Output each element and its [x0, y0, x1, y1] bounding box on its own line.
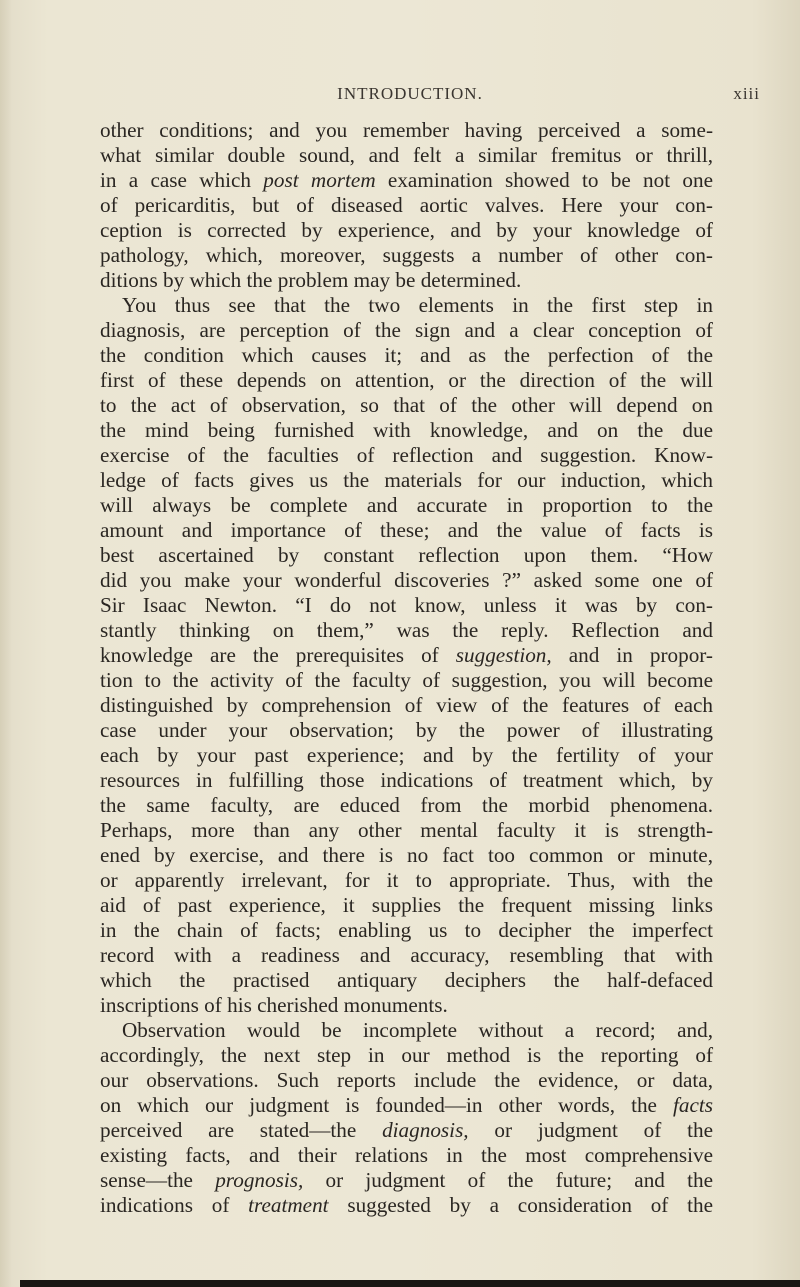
text-line: existing facts, and their relations in the most comprehensive: [100, 1143, 713, 1167]
text-line: Observation would be incomplete without a record; and,: [122, 1018, 713, 1042]
text-line: to the act of observation, so that of the other will depend on: [100, 393, 713, 417]
page-number: xiii: [733, 84, 760, 103]
running-title: INTRODUCTION.: [337, 84, 483, 103]
italic-text: facts: [672, 1093, 713, 1117]
text-line: ledge of facts gives us the materials for our induction, which: [100, 468, 713, 492]
text-run: sense—the: [100, 1168, 216, 1192]
text-line: aid of past experience, it supplies the frequent missing links: [100, 893, 713, 917]
text-line: stantly thinking on them,” was the reply. Reflection and: [100, 618, 713, 642]
text-line: will always be complete and accurate in proportion to the: [100, 493, 713, 517]
italic-text: treatment: [248, 1193, 329, 1217]
text-line: first of these depends on attention, or the direction of the will: [100, 368, 713, 392]
text-line: our observations. Such reports include the evidence, or data,: [100, 1068, 713, 1092]
text-line: the same faculty, are educed from the morbid phenomena.: [100, 793, 713, 817]
text-line: in the chain of facts; enabling us to decipher the imperfect: [100, 918, 713, 942]
text-line: accordingly, the next step in our method is the reporting of: [100, 1043, 713, 1067]
text-line: record with a readiness and accuracy, resembling that with: [100, 943, 713, 967]
text-run: examination showed to be not one: [375, 168, 713, 192]
running-head: [60, 84, 760, 108]
italic-text: suggestion,: [455, 643, 552, 667]
text-run: in a case which: [100, 168, 264, 192]
text-line: perceived are stated—the diagnosis, or judgment of the: [100, 1118, 713, 1142]
text-line: inscriptions of his cherished monuments.: [100, 993, 448, 1017]
text-line: distinguished by comprehension of view of the features of each: [100, 693, 713, 717]
text-run: on which our judgment is founded—in other words, the: [100, 1093, 673, 1117]
text-line: each by your past experience; and by the fertility of your: [100, 743, 713, 767]
text-line: resources in fulfilling those indications of treatment which, by: [100, 768, 713, 792]
text-line: diagnosis, are perception of the sign and a clear conception of: [100, 318, 713, 342]
text-run: knowledge are the prerequisites of: [100, 643, 456, 667]
text-run: suggested by a consideration of the: [328, 1193, 713, 1217]
text-line: [100, 1168, 713, 1193]
text-run: indications of: [100, 1193, 249, 1217]
text-line: the condition which causes it; and as the perfection of the: [100, 343, 713, 367]
text-line: case under your observation; by the power of illustrating: [100, 718, 713, 742]
text-line: ditions by which the problem may be determined.: [100, 268, 522, 292]
text-line: best ascertained by constant reflection upon them. “How: [100, 543, 713, 567]
text-line: amount and importance of these; and the value of facts is: [100, 518, 713, 542]
text-run: and in propor-: [551, 643, 713, 667]
text-line: ened by exercise, and there is no fact too common or minute,: [100, 843, 713, 867]
text-line: the mind being furnished with knowledge, and on the due: [100, 418, 713, 442]
italic-text: post mortem: [263, 168, 376, 192]
text-line: other conditions; and you remember having perceived a some-: [100, 118, 713, 142]
body-text: [100, 118, 713, 1218]
text-line: [100, 1193, 713, 1218]
text-line: tion to the activity of the faculty of suggestion, you will become: [100, 668, 713, 692]
page-bottom-edge: [20, 1280, 800, 1287]
text-line: [100, 643, 713, 668]
text-line: You thus see that the two elements in the first step in: [122, 293, 713, 317]
gutter-shadow: [0, 0, 12, 1287]
text-line: ception is corrected by experience, and by your knowledge of: [100, 218, 713, 242]
text-line: what similar double sound, and felt a similar fremitus or thrill,: [100, 143, 713, 167]
text-run: or judgment of the future; and the: [303, 1168, 713, 1192]
text-line: [100, 168, 713, 193]
text-line: or apparently irrelevant, for it to appropriate. Thus, with the: [100, 868, 713, 892]
text-line: of pericarditis, but of diseased aortic valves. Here your con-: [100, 193, 713, 217]
text-line: pathology, which, moreover, suggests a number of other con-: [100, 243, 713, 267]
italic-text: prognosis,: [215, 1168, 304, 1192]
text-line: Sir Isaac Newton. “I do not know, unless it was by con-: [100, 593, 713, 617]
text-line: did you make your wonderful discoveries ?” asked some one of: [100, 568, 713, 592]
text-line: which the practised antiquary deciphers the half-defaced: [100, 968, 713, 992]
text-line: [100, 1093, 713, 1118]
text-line: exercise of the faculties of reflection and suggestion. Know-: [100, 443, 713, 467]
text-line: Perhaps, more than any other mental faculty it is strength-: [100, 818, 713, 842]
